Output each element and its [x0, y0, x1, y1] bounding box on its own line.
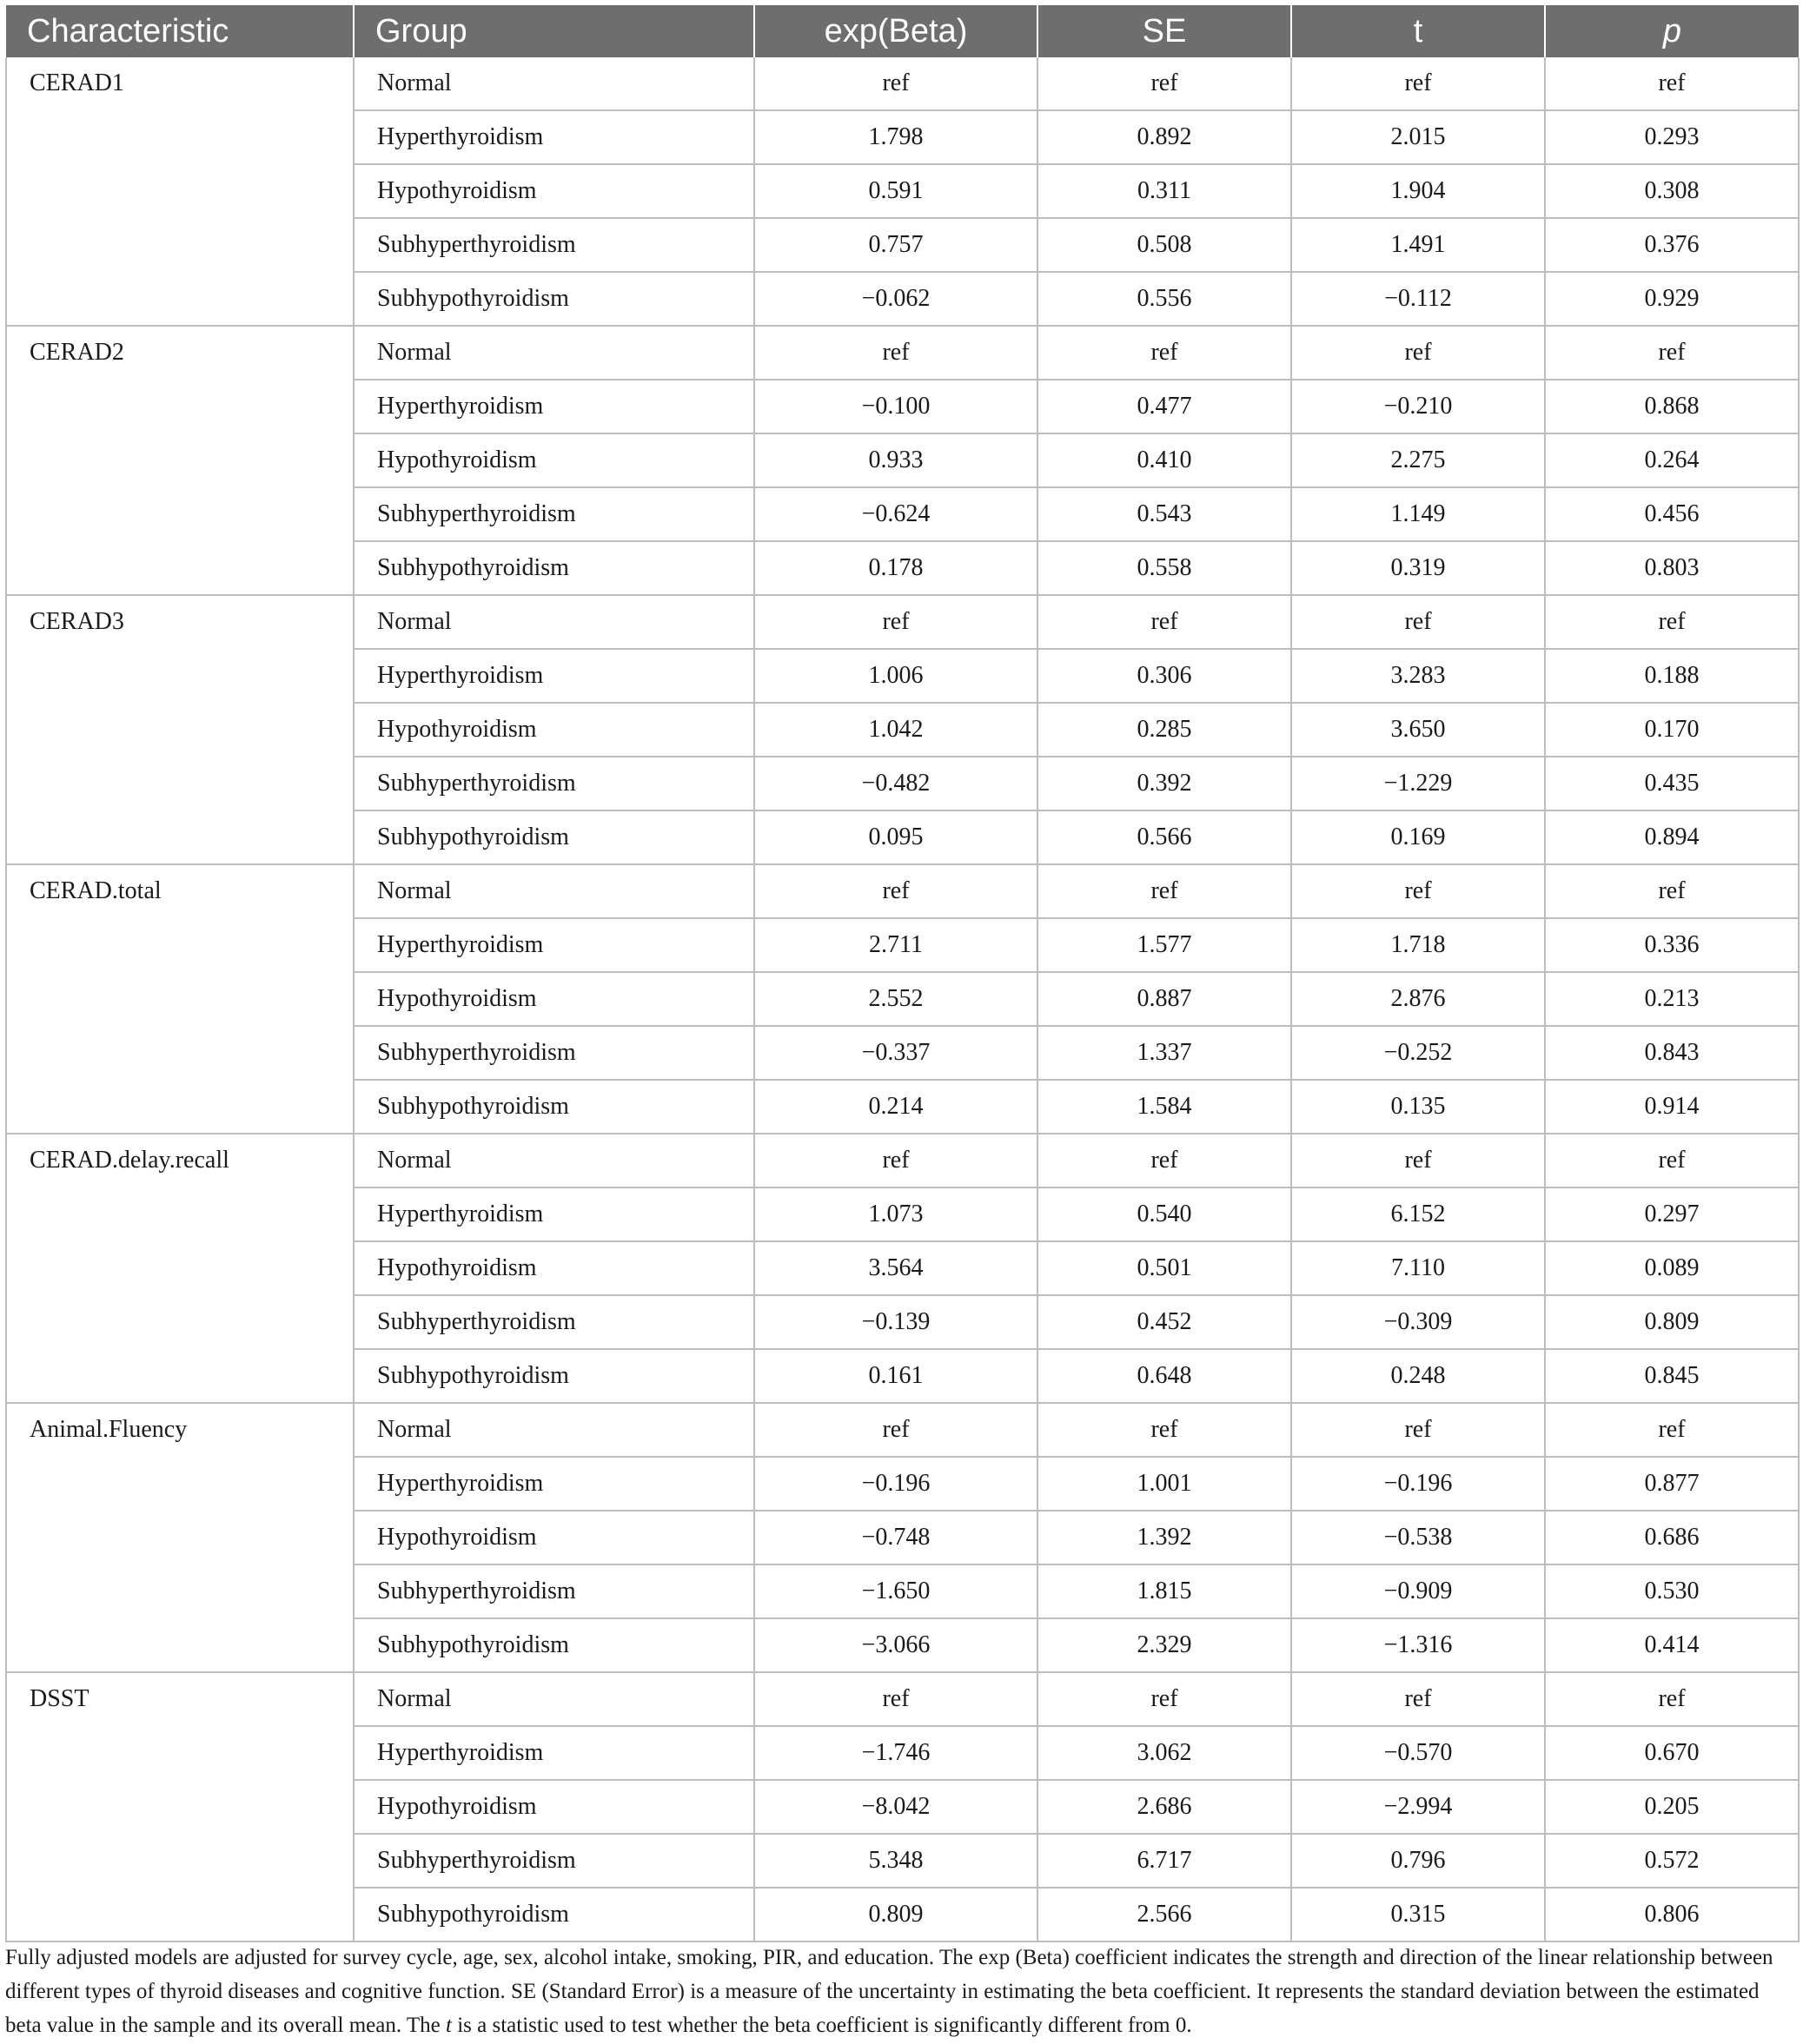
- se-cell: 0.887: [1037, 972, 1291, 1026]
- exp-beta-cell: 0.214: [754, 1080, 1037, 1134]
- table-row: [6, 57, 1799, 110]
- group-cell: Subhyperthyroidism: [354, 1295, 754, 1349]
- group-cell: Hyperthyroidism: [354, 649, 754, 703]
- exp-beta-cell: −3.066: [754, 1618, 1037, 1672]
- p-cell: 0.868: [1545, 380, 1799, 433]
- exp-beta-cell: −1.746: [754, 1726, 1037, 1780]
- se-cell: 0.892: [1037, 110, 1291, 164]
- p-cell: 0.089: [1545, 1241, 1799, 1295]
- group-cell: Subhyperthyroidism: [354, 757, 754, 810]
- group-cell: Hyperthyroidism: [354, 1187, 754, 1241]
- group-cell: Normal: [354, 57, 754, 110]
- exp-beta-cell: ref: [754, 595, 1037, 649]
- se-cell: 0.306: [1037, 649, 1291, 703]
- exp-beta-cell: 0.591: [754, 164, 1037, 218]
- t-cell: −0.309: [1291, 1295, 1545, 1349]
- t-cell: −0.570: [1291, 1726, 1545, 1780]
- p-cell: 0.308: [1545, 164, 1799, 218]
- header-row: [6, 5, 1799, 57]
- t-cell: 3.283: [1291, 649, 1545, 703]
- se-cell: 0.558: [1037, 541, 1291, 595]
- exp-beta-cell: 0.178: [754, 541, 1037, 595]
- p-cell: 0.414: [1545, 1618, 1799, 1672]
- group-cell: Hypothyroidism: [354, 164, 754, 218]
- p-cell: 0.843: [1545, 1026, 1799, 1080]
- group-cell: Hyperthyroidism: [354, 1726, 754, 1780]
- se-cell: 1.815: [1037, 1564, 1291, 1618]
- se-cell: 0.501: [1037, 1241, 1291, 1295]
- exp-beta-cell: −8.042: [754, 1780, 1037, 1834]
- p-cell: 0.686: [1545, 1511, 1799, 1564]
- p-cell: ref: [1545, 57, 1799, 110]
- p-cell: 0.803: [1545, 541, 1799, 595]
- group-cell: Hyperthyroidism: [354, 918, 754, 972]
- t-cell: −2.994: [1291, 1780, 1545, 1834]
- se-cell: 2.329: [1037, 1618, 1291, 1672]
- table-row: [6, 595, 1799, 649]
- se-cell: 0.410: [1037, 433, 1291, 487]
- exp-beta-cell: −0.139: [754, 1295, 1037, 1349]
- se-cell: ref: [1037, 864, 1291, 918]
- exp-beta-cell: 2.711: [754, 918, 1037, 972]
- t-cell: 1.149: [1291, 487, 1545, 541]
- group-cell: Hypothyroidism: [354, 703, 754, 757]
- group-cell: Normal: [354, 1134, 754, 1187]
- p-cell: 0.877: [1545, 1457, 1799, 1511]
- table-row: [6, 326, 1799, 380]
- group-cell: Subhypothyroidism: [354, 1349, 754, 1403]
- exp-beta-cell: ref: [754, 57, 1037, 110]
- group-cell: Hypothyroidism: [354, 1511, 754, 1564]
- t-cell: ref: [1291, 1672, 1545, 1726]
- se-cell: 1.577: [1037, 918, 1291, 972]
- group-cell: Normal: [354, 864, 754, 918]
- footnote-part2: is a statistic used to test whether the beta coefficient is significantly different from 0.: [451, 2014, 1192, 2037]
- characteristic-cell: CERAD.total: [6, 864, 354, 1134]
- table-body: [6, 57, 1799, 1941]
- group-cell: Hyperthyroidism: [354, 110, 754, 164]
- characteristic-cell: CERAD1: [6, 57, 354, 326]
- t-cell: 1.904: [1291, 164, 1545, 218]
- t-cell: 2.275: [1291, 433, 1545, 487]
- table-row: [6, 1672, 1799, 1726]
- se-cell: 0.556: [1037, 272, 1291, 326]
- t-cell: 3.650: [1291, 703, 1545, 757]
- t-cell: 0.248: [1291, 1349, 1545, 1403]
- group-cell: Normal: [354, 326, 754, 380]
- exp-beta-cell: 1.798: [754, 110, 1037, 164]
- footnote-part1: Fully adjusted models are adjusted for survey cycle, age, sex, alcohol intake, smoking, PIR, and education. The exp (Beta) coefficient indicates the strength and direction of the linear relationship between different types of thyroid diseases and cognitive function. SE (Standard Error) is a measure of the uncertainty in estimating the beta coefficient. It represents the standard deviation between the estimated beta value in the sample and its overall mean. The: [5, 1946, 1773, 2037]
- se-cell: 0.392: [1037, 757, 1291, 810]
- p-cell: 0.435: [1545, 757, 1799, 810]
- se-cell: 1.001: [1037, 1457, 1291, 1511]
- group-cell: Subhyperthyroidism: [354, 487, 754, 541]
- table-footnote: [5, 1941, 1798, 2042]
- p-cell: 0.530: [1545, 1564, 1799, 1618]
- exp-beta-cell: −0.748: [754, 1511, 1037, 1564]
- se-cell: 0.648: [1037, 1349, 1291, 1403]
- t-cell: −0.909: [1291, 1564, 1545, 1618]
- se-cell: 0.452: [1037, 1295, 1291, 1349]
- t-cell: −1.316: [1291, 1618, 1545, 1672]
- exp-beta-cell: 3.564: [754, 1241, 1037, 1295]
- header-se: SE: [1037, 5, 1291, 57]
- p-cell: 0.188: [1545, 649, 1799, 703]
- exp-beta-cell: −0.196: [754, 1457, 1037, 1511]
- p-cell: ref: [1545, 1134, 1799, 1187]
- p-cell: 0.376: [1545, 218, 1799, 272]
- t-cell: ref: [1291, 1403, 1545, 1457]
- group-cell: Subhyperthyroidism: [354, 1834, 754, 1888]
- se-cell: ref: [1037, 57, 1291, 110]
- header-p: p: [1545, 5, 1799, 57]
- header-t: t: [1291, 5, 1545, 57]
- group-cell: Subhypothyroidism: [354, 1888, 754, 1941]
- p-cell: 0.670: [1545, 1726, 1799, 1780]
- exp-beta-cell: ref: [754, 1134, 1037, 1187]
- characteristic-cell: DSST: [6, 1672, 354, 1941]
- exp-beta-cell: 5.348: [754, 1834, 1037, 1888]
- p-cell: ref: [1545, 1403, 1799, 1457]
- p-cell: ref: [1545, 595, 1799, 649]
- t-cell: −0.112: [1291, 272, 1545, 326]
- exp-beta-cell: ref: [754, 864, 1037, 918]
- p-cell: 0.205: [1545, 1780, 1799, 1834]
- table-row: [6, 1134, 1799, 1187]
- table-row: [6, 864, 1799, 918]
- p-cell: 0.914: [1545, 1080, 1799, 1134]
- se-cell: ref: [1037, 1134, 1291, 1187]
- p-cell: 0.293: [1545, 110, 1799, 164]
- group-cell: Hyperthyroidism: [354, 380, 754, 433]
- exp-beta-cell: −0.337: [754, 1026, 1037, 1080]
- table-row: [6, 1403, 1799, 1457]
- p-cell: 0.894: [1545, 810, 1799, 864]
- exp-beta-cell: −0.062: [754, 272, 1037, 326]
- exp-beta-cell: ref: [754, 1672, 1037, 1726]
- exp-beta-cell: −0.482: [754, 757, 1037, 810]
- exp-beta-cell: −0.624: [754, 487, 1037, 541]
- se-cell: 0.566: [1037, 810, 1291, 864]
- exp-beta-cell: 1.006: [754, 649, 1037, 703]
- exp-beta-cell: −1.650: [754, 1564, 1037, 1618]
- p-cell: 0.213: [1545, 972, 1799, 1026]
- se-cell: ref: [1037, 1672, 1291, 1726]
- characteristic-cell: Animal.Fluency: [6, 1403, 354, 1672]
- exp-beta-cell: 0.933: [754, 433, 1037, 487]
- p-cell: 0.929: [1545, 272, 1799, 326]
- se-cell: 0.477: [1037, 380, 1291, 433]
- p-cell: 0.297: [1545, 1187, 1799, 1241]
- group-cell: Subhypothyroidism: [354, 1080, 754, 1134]
- se-cell: 0.543: [1037, 487, 1291, 541]
- exp-beta-cell: −0.100: [754, 380, 1037, 433]
- group-cell: Normal: [354, 1672, 754, 1726]
- t-cell: ref: [1291, 595, 1545, 649]
- t-cell: −0.210: [1291, 380, 1545, 433]
- exp-beta-cell: 0.161: [754, 1349, 1037, 1403]
- exp-beta-cell: 0.095: [754, 810, 1037, 864]
- se-cell: 6.717: [1037, 1834, 1291, 1888]
- se-cell: 0.285: [1037, 703, 1291, 757]
- table-header: [6, 5, 1799, 57]
- p-cell: ref: [1545, 326, 1799, 380]
- se-cell: ref: [1037, 1403, 1291, 1457]
- t-cell: 0.315: [1291, 1888, 1545, 1941]
- group-cell: Normal: [354, 595, 754, 649]
- results-table: [5, 5, 1800, 1942]
- group-cell: Subhypothyroidism: [354, 1618, 754, 1672]
- p-cell: 0.336: [1545, 918, 1799, 972]
- results-table-container: [5, 5, 1798, 1942]
- p-cell: 0.806: [1545, 1888, 1799, 1941]
- group-cell: Hypothyroidism: [354, 972, 754, 1026]
- t-cell: ref: [1291, 864, 1545, 918]
- characteristic-cell: CERAD3: [6, 595, 354, 864]
- exp-beta-cell: 1.073: [754, 1187, 1037, 1241]
- header-exp-beta: exp(Beta): [754, 5, 1037, 57]
- t-cell: 2.876: [1291, 972, 1545, 1026]
- t-cell: 0.319: [1291, 541, 1545, 595]
- characteristic-cell: CERAD.delay.recall: [6, 1134, 354, 1403]
- t-cell: 0.796: [1291, 1834, 1545, 1888]
- t-cell: 0.169: [1291, 810, 1545, 864]
- p-cell: 0.809: [1545, 1295, 1799, 1349]
- group-cell: Subhyperthyroidism: [354, 1026, 754, 1080]
- exp-beta-cell: 0.809: [754, 1888, 1037, 1941]
- t-cell: 6.152: [1291, 1187, 1545, 1241]
- exp-beta-cell: ref: [754, 326, 1037, 380]
- characteristic-cell: CERAD2: [6, 326, 354, 595]
- footnote-t-symbol: t: [446, 2014, 452, 2037]
- group-cell: Subhyperthyroidism: [354, 218, 754, 272]
- t-cell: 7.110: [1291, 1241, 1545, 1295]
- p-cell: 0.264: [1545, 433, 1799, 487]
- header-group: Group: [354, 5, 754, 57]
- t-cell: 1.718: [1291, 918, 1545, 972]
- se-cell: 2.686: [1037, 1780, 1291, 1834]
- group-cell: Hypothyroidism: [354, 433, 754, 487]
- p-cell: 0.845: [1545, 1349, 1799, 1403]
- p-cell: 0.170: [1545, 703, 1799, 757]
- p-cell: ref: [1545, 864, 1799, 918]
- t-cell: ref: [1291, 57, 1545, 110]
- se-cell: 0.311: [1037, 164, 1291, 218]
- p-cell: 0.572: [1545, 1834, 1799, 1888]
- se-cell: ref: [1037, 595, 1291, 649]
- exp-beta-cell: 0.757: [754, 218, 1037, 272]
- group-cell: Subhyperthyroidism: [354, 1564, 754, 1618]
- group-cell: Subhypothyroidism: [354, 810, 754, 864]
- group-cell: Hypothyroidism: [354, 1780, 754, 1834]
- se-cell: 1.337: [1037, 1026, 1291, 1080]
- se-cell: 1.392: [1037, 1511, 1291, 1564]
- exp-beta-cell: 2.552: [754, 972, 1037, 1026]
- t-cell: −0.252: [1291, 1026, 1545, 1080]
- exp-beta-cell: 1.042: [754, 703, 1037, 757]
- t-cell: 0.135: [1291, 1080, 1545, 1134]
- se-cell: 0.540: [1037, 1187, 1291, 1241]
- t-cell: −1.229: [1291, 757, 1545, 810]
- t-cell: ref: [1291, 1134, 1545, 1187]
- group-cell: Hypothyroidism: [354, 1241, 754, 1295]
- t-cell: ref: [1291, 326, 1545, 380]
- t-cell: 2.015: [1291, 110, 1545, 164]
- se-cell: ref: [1037, 326, 1291, 380]
- t-cell: −0.196: [1291, 1457, 1545, 1511]
- se-cell: 3.062: [1037, 1726, 1291, 1780]
- se-cell: 2.566: [1037, 1888, 1291, 1941]
- exp-beta-cell: ref: [754, 1403, 1037, 1457]
- group-cell: Subhypothyroidism: [354, 541, 754, 595]
- header-characteristic: Characteristic: [6, 5, 354, 57]
- group-cell: Subhypothyroidism: [354, 272, 754, 326]
- t-cell: 1.491: [1291, 218, 1545, 272]
- p-cell: 0.456: [1545, 487, 1799, 541]
- se-cell: 1.584: [1037, 1080, 1291, 1134]
- t-cell: −0.538: [1291, 1511, 1545, 1564]
- group-cell: Normal: [354, 1403, 754, 1457]
- p-cell: ref: [1545, 1672, 1799, 1726]
- group-cell: Hyperthyroidism: [354, 1457, 754, 1511]
- se-cell: 0.508: [1037, 218, 1291, 272]
